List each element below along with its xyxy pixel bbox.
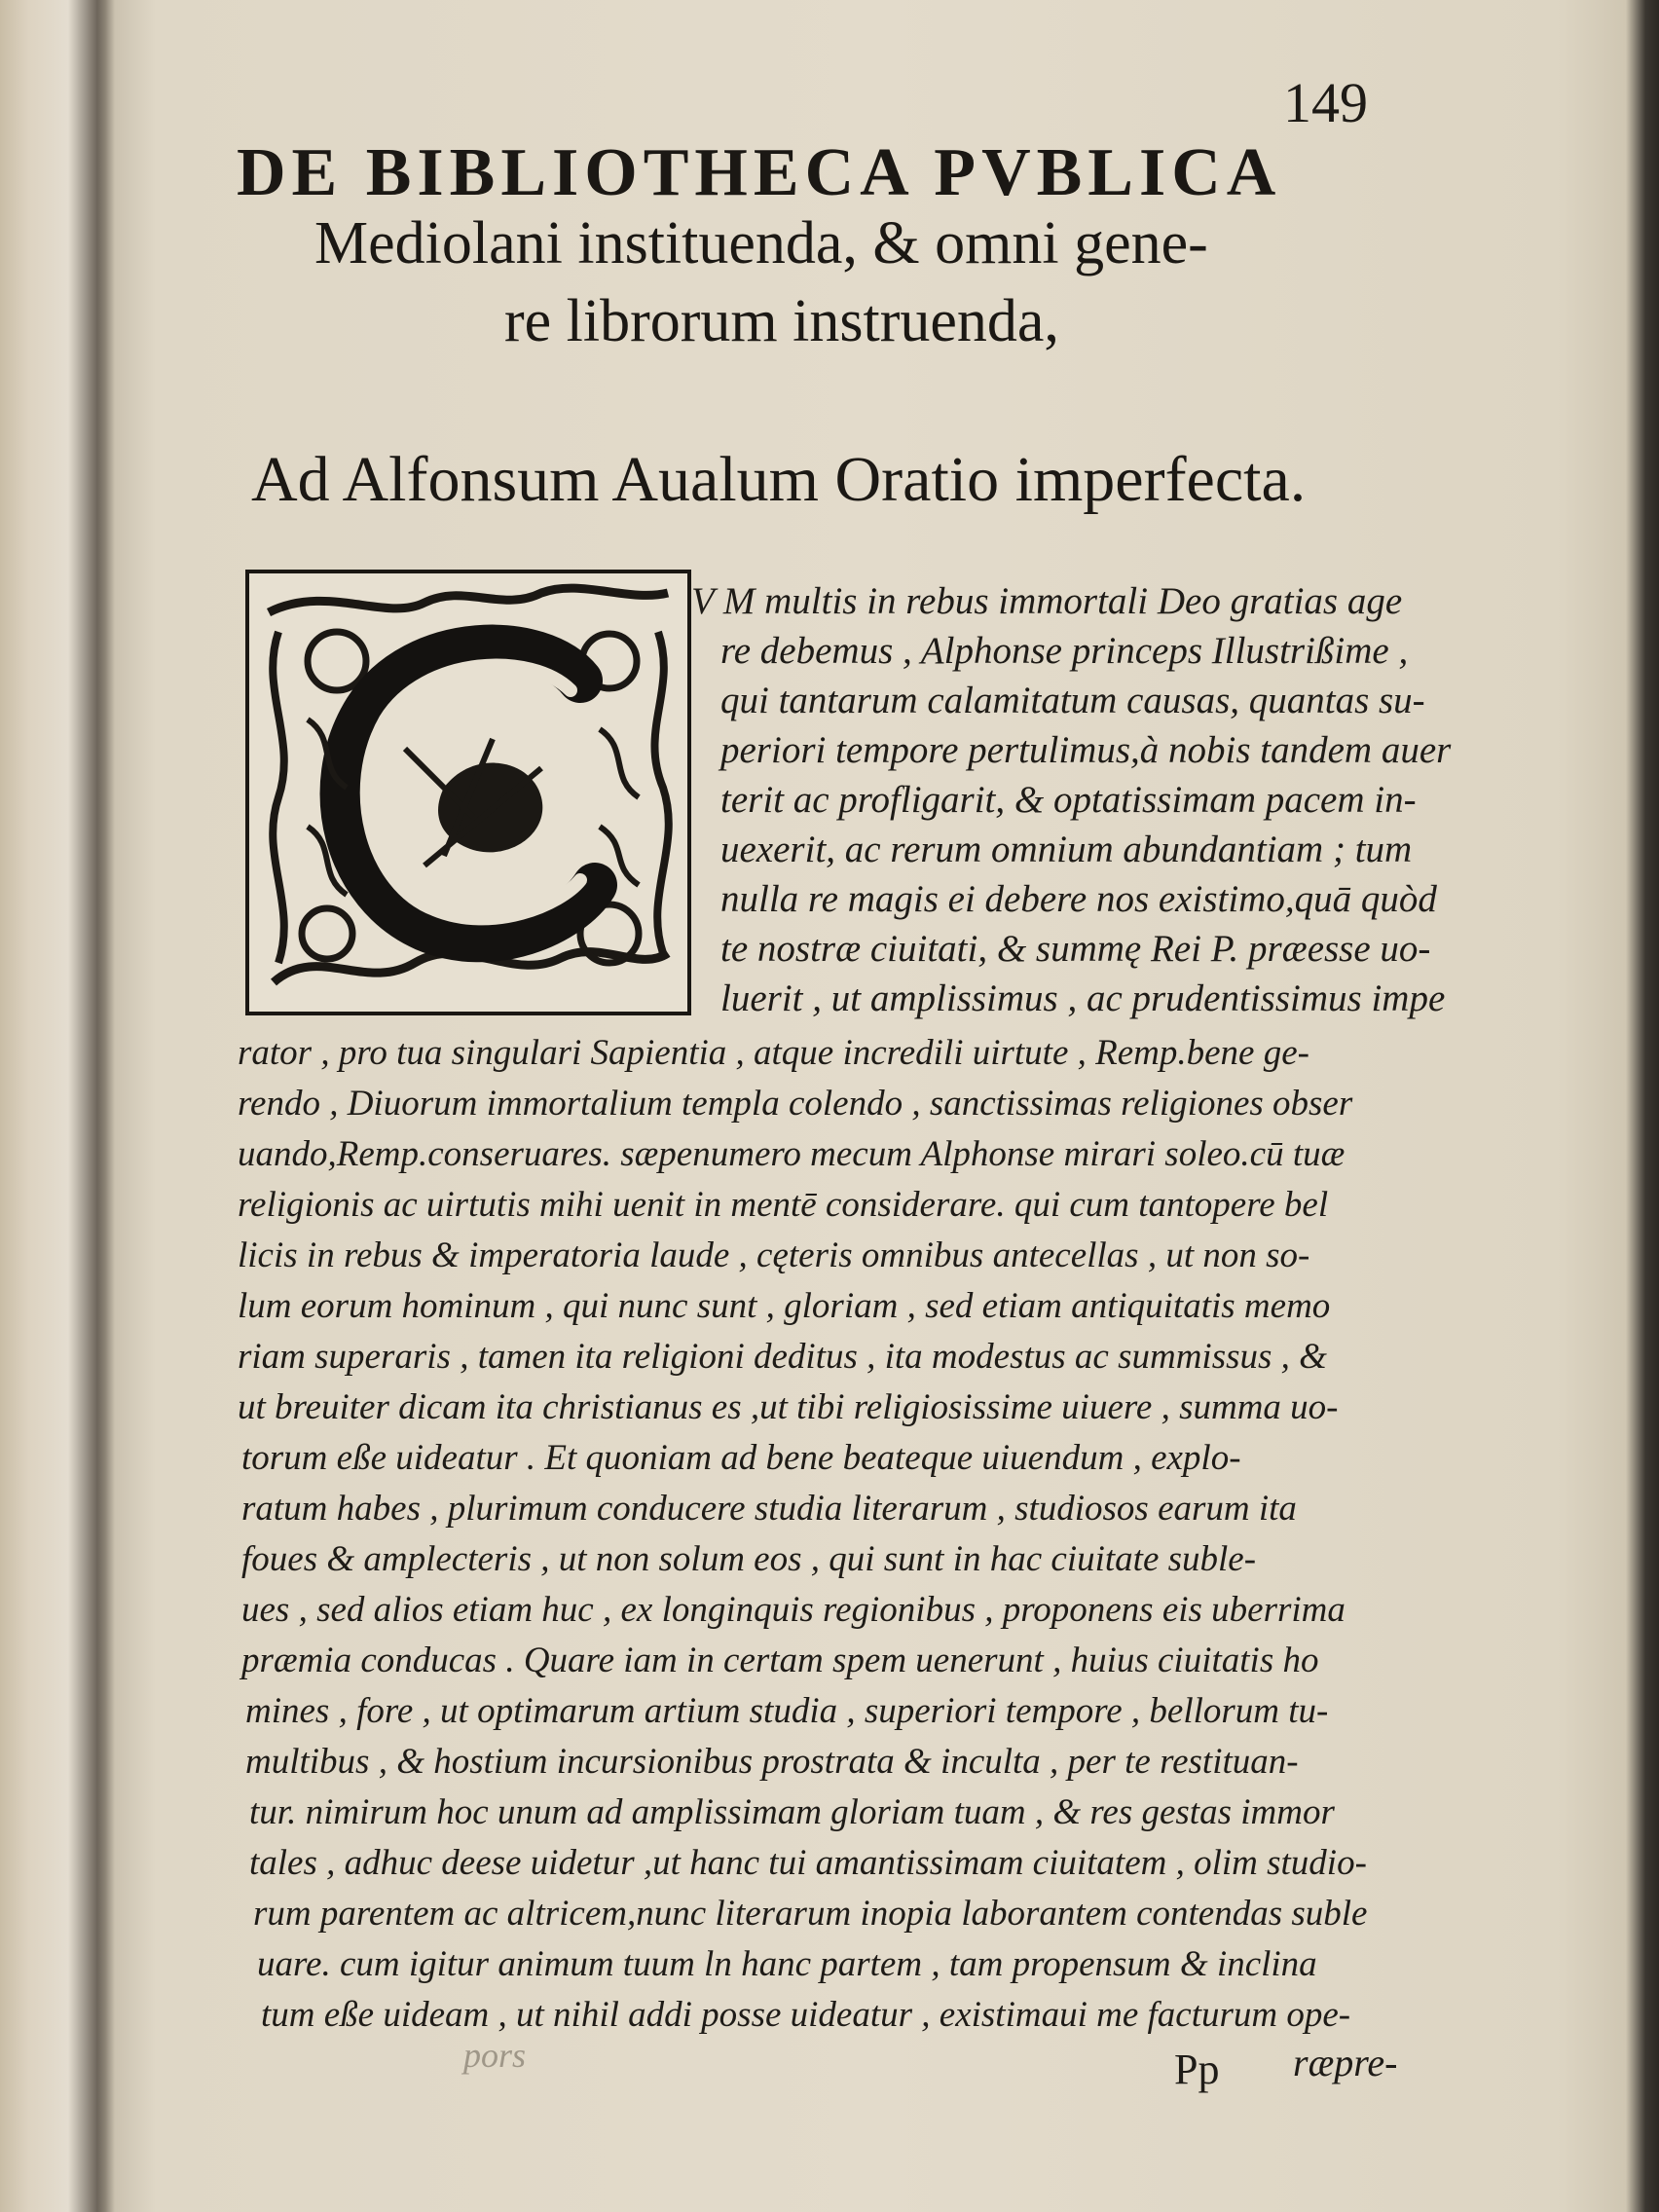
subtitle-line-2: re librorum instruenda, bbox=[504, 288, 1059, 354]
book-page bbox=[115, 0, 1634, 2212]
body-line: uare. cum igitur animum tuum ln hanc partem , tam propensum & inclina bbox=[257, 1944, 1317, 1984]
body-line: multibus , & hostium incursionibus prostrata & inculta , per te restituan- bbox=[245, 1742, 1299, 1782]
body-line: licis in rebus & imperatoria laude , cęteris omnibus antecellas , ut non so- bbox=[238, 1235, 1310, 1275]
body-line: re debemus , Alphonse princeps Illustrißime , bbox=[720, 630, 1409, 672]
body-line: riam superaris , tamen ita religioni deditus , ita modestus ac summissus , & bbox=[238, 1337, 1327, 1377]
body-line: luerit , ut amplissimus , ac prudentissimus impe bbox=[720, 977, 1446, 1019]
body-line: rum parentem ac altricem,nunc literarum inopia laborantem contendas suble bbox=[253, 1894, 1368, 1934]
body-line: ut breuiter dicam ita christianus es ,ut tibi religiosissime uiuere , summa uo- bbox=[238, 1387, 1339, 1427]
body-line: rendo , Diuorum immortalium templa colendo , sanctissimas religiones obser bbox=[238, 1084, 1353, 1124]
margin-note: pors bbox=[463, 2036, 527, 2075]
body-line: periori tempore pertulimus,à nobis tandem auer bbox=[720, 729, 1452, 771]
body-line: te nostræ ciuitati, & summę Rei P. præesse uo- bbox=[720, 928, 1431, 970]
page-number: 149 bbox=[1283, 71, 1368, 134]
decorated-initial-letter bbox=[245, 570, 691, 1015]
body-line: tum eße uideam , ut nihil addi posse uideatur , existimaui me facturum ope- bbox=[261, 1995, 1351, 2035]
body-line: qui tantarum calamitatum causas, quantas su- bbox=[720, 680, 1425, 721]
page-title: DE BIBLIOTHECA PVBLICA bbox=[237, 135, 1282, 210]
body-line: religionis ac uirtutis mihi uenit in mentē considerare. qui cum tantopere bel bbox=[238, 1185, 1329, 1225]
body-line: tur. nimirum hoc unum ad amplissimam gloriam tuam , & res gestas immor bbox=[249, 1792, 1335, 1832]
body-line: mines , fore , ut optimarum artium studia , superiori tempore , bellorum tu- bbox=[245, 1691, 1329, 1731]
body-line: foues & amplecteris , ut non solum eos , qui sunt in hac ciuitate suble- bbox=[241, 1539, 1257, 1579]
body-line: uexerit, ac rerum omnium abundantiam ; tum bbox=[720, 829, 1413, 870]
body-line: rator , pro tua singulari Sapientia , atque incredili uirtute , Remp.bene ge- bbox=[238, 1033, 1309, 1073]
body-line: lum eorum hominum , qui nunc sunt , gloriam , sed etiam antiquitatis memo bbox=[238, 1286, 1331, 1326]
catchword: ræpre- bbox=[1293, 2041, 1398, 2084]
body-line: ratum habes , plurimum conducere studia literarum , studiosos earum ita bbox=[241, 1489, 1297, 1529]
body-line: præmia conducas . Quare iam in certam spem uenerunt , huius ciuitatis ho bbox=[241, 1641, 1319, 1680]
body-line: ues , sed alios etiam huc , ex longinquis regionibus , proponens eis uberrima bbox=[241, 1590, 1346, 1630]
body-line: tales , adhuc deese uidetur ,ut hanc tui amantissimam ciuitatem , olim studio- bbox=[249, 1843, 1367, 1883]
body-line: torum eße uideatur . Et quoniam ad bene beateque uiuendum , explo- bbox=[241, 1438, 1241, 1478]
body-line: terit ac profligarit, & optatissimam pacem in- bbox=[720, 779, 1417, 821]
body-line: nulla re magis ei debere nos existimo,quā quòd bbox=[720, 878, 1437, 920]
subtitle-line-1: Mediolani instituenda, & omni gene- bbox=[314, 210, 1208, 276]
ornament-woodcut-icon bbox=[249, 573, 687, 1012]
body-line: V M multis in rebus immortali Deo gratias age bbox=[691, 580, 1403, 622]
oration-heading: Ad Alfonsum Aualum Oratio imperfecta. bbox=[251, 444, 1307, 515]
signature-mark: Pp bbox=[1174, 2046, 1220, 2093]
body-line: uando,Remp.conseruares. sæpenumero mecum Alphonse mirari soleo.cū tuæ bbox=[238, 1134, 1346, 1174]
